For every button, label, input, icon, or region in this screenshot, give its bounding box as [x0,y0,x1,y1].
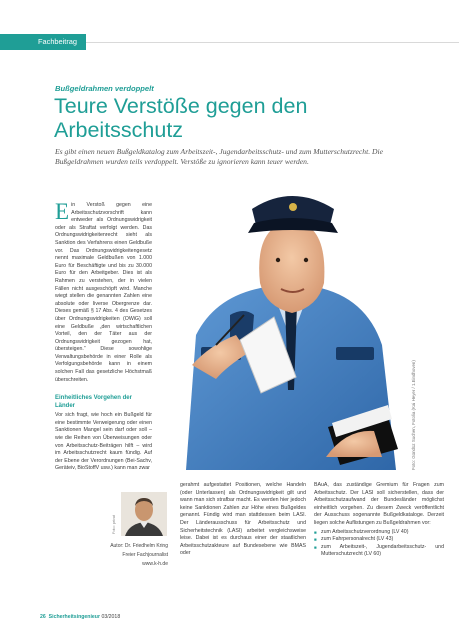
header-rule [86,42,459,43]
body-column-1 [55,199,152,384]
subheading: Einheitliches Vorgehen der Länder [55,395,132,409]
author-role: Freier Fachjournalist [122,552,168,558]
bullet-item: ■ zum Arbeitszeit-, Jugendarbeitsschutz- und Mutterschutzrecht (LV 60) [314,544,444,559]
bullet-item: ■ zum Fahrpersonalrecht (LV 43) [314,536,444,544]
page-number: 26 [40,614,46,620]
body-text-1: in Verstoß gegen eine Arbeitsschutzvorschrift kann entweder als Ordnungswidrigkeit oder als Straftat verfolgt werden. Das Ordnungswidrigkeitenrecht sieht als Sanktion des Verfahrens einen Geldbuße vor. Das Ordnungswidrigkeitengesetz nennt maximale Geldbußen von 1.000 Euro für Beschäftigte und bis zu 30.000 Euro für den Arbeitgeber. Dies ist als Rahmen zu verstehen, der in vielen Fällen nicht ausgeschöpft wird. Manche wiegt stellen die genannten Zahlen eine absolute oder Iiverse Obergrenze dar. Dieses gemäß § 17 Abs. 4 des Gesetzes über Ordnungswidrigkeiten (OWiG) soll eine Geldbuße „den wirtschaftlichen Vorteil, den der Täter aus der Ordnungswidrigkeit gezogen hat, übersteigen.“ Diese sowohlige Verwaltungsbehörde in einer Rolle als Verfolgungsbehörde kann in einem solchen Fall das gesetzliche Höchstmaß überschreiten. [55,202,152,383]
bullet-item: ■ zum Arbeitsschutzverordnung (LV 40) [314,529,444,537]
article-lead: Es gibt einen neuen Bußgeldkatalog zum Arbeitszeit-, Jugendarbeitsschutz- und zum Mutterschutzrecht. Die Bußgeldrahmen wurden teils verdoppelt. Verstöße zu ignorieren kann teuer werden. [55,147,383,166]
body-column-1-section [55,395,152,473]
section-tab [0,34,86,50]
author-photo-credit: Foto: privat [112,515,116,534]
section-label: Fachbeitrag [38,37,78,46]
photo-credit: Foto: Gündüz Suchen, Fotolia (Kai Heyer / 1.Eindhoven) [411,360,416,470]
body-column-3 [314,482,444,559]
article-kicker: Bußgeldrahmen verdoppelt [55,84,154,93]
body-column-2: gerahmt aufgestattet Positionen, welche Handeln (oder Unterlassen) als Ordnungswidrigkeit gilt und wann man sich strafbar macht. Es werden hier jedoch keine Sanktionen Zahlen zur Höhe eines Bußgeldes genannt. Fündig wird man stattdessen beim LASI. Der Länderausschuss für Arbeitsschutz und Sicherheitstechnik (LASI) arbeitet vergleichsweise leise. Dabei ist es durchaus einer der staatlichen Arbeitsschutzakteure auf Bundesebene wie BMAS oder [180,482,306,557]
page-footer [40,614,120,620]
author-photo [121,492,167,536]
author-name: Autor: Dr. Friedhelm Kring [110,543,168,549]
drop-cap: E [55,199,70,224]
body-text-1b: Vor sich fragt, wie hoch ein Bußgeld für eine bestimmte Verweigerung oder einen Sanktionen Mangel sein darf oder soll – wie die Reihen von Überweisungen oder von Arbeitsschutz-Beiträgen hilft – wird im Arbeitsschutzrecht kaum fündig. Auf der Ebene der Verordnungen (Bei-Sachv, Geräteiv, BioStoffV usw.) kann man zwar [55,412,152,472]
officer-photo [156,165,408,470]
body-text-3: BAuA, das zuständige Gremium für Fragen zum Arbeitsschutz. Der LASI soll sicherstellen, dass der Arbeitsschutzaufwand der Bundesländer möglichst einheitlich vorgehen. Zu diesem Zweck veröffentlicht der Ausschuss sogenannte Bußgeldkataloge. Derzeit liegen solche Auflistungen zu Bußgeldrahmen vor: [314,482,444,526]
author-info [98,542,168,569]
issue-number: 03/2018 [101,614,121,620]
bullet-list [314,529,444,559]
author-website: www.k-h.de [142,561,168,567]
article-headline: Teure Verstöße gegen den Arbeitsschutz [54,94,308,142]
publication-name: Sicherheitsingenieur [48,614,100,620]
